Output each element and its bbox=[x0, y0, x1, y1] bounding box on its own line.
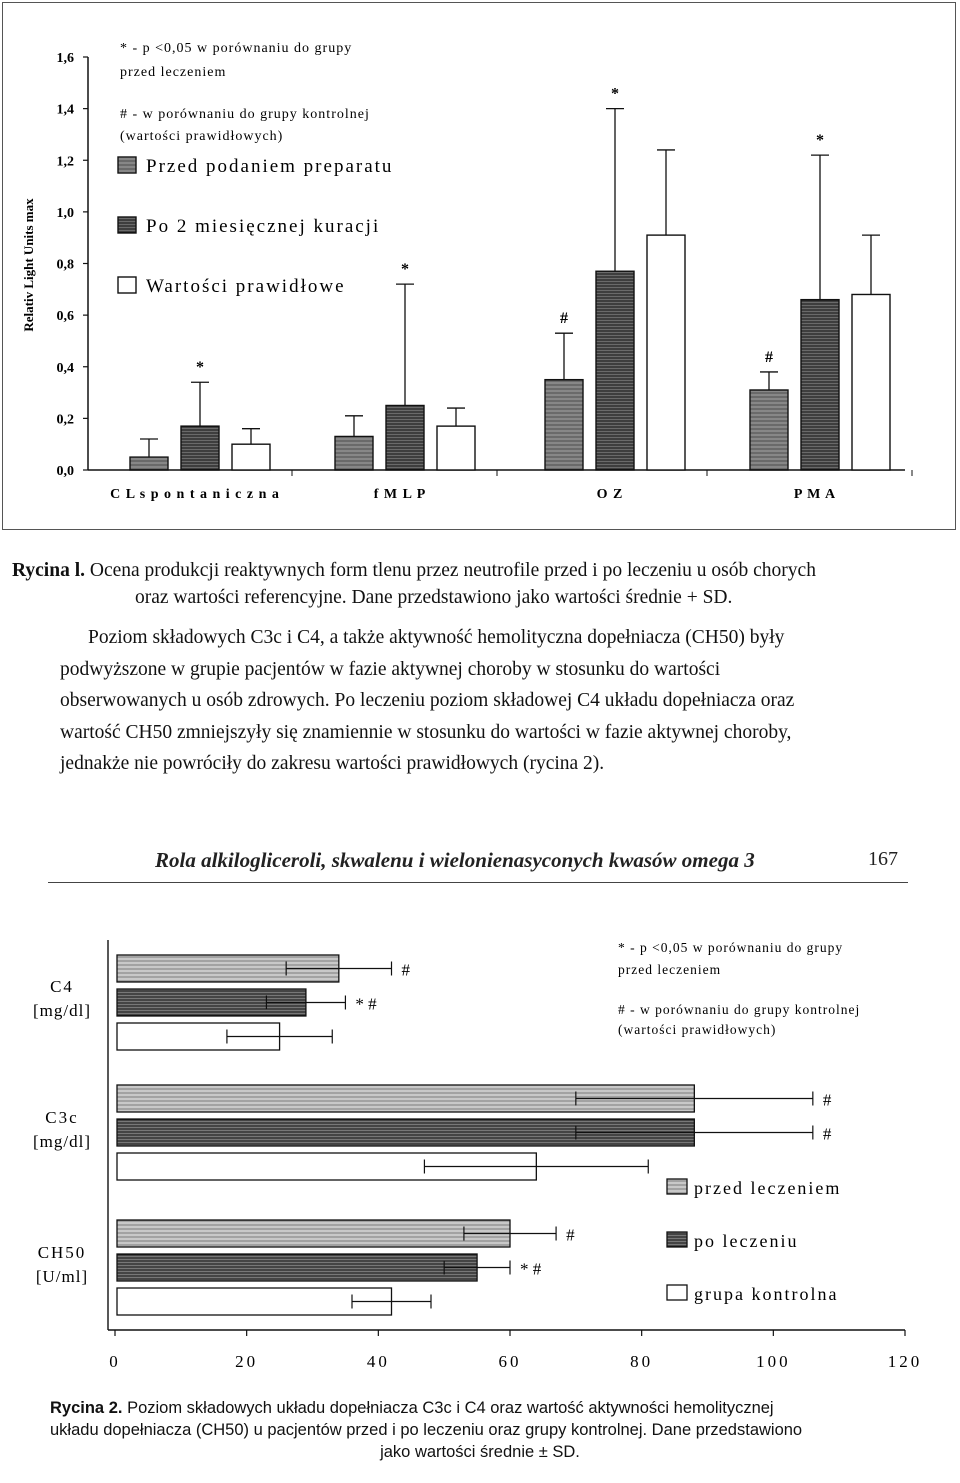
y-tick-label: 1,4 bbox=[56, 102, 74, 118]
legend-label: Wartości prawidłowe bbox=[146, 276, 346, 297]
significance-marker: # bbox=[822, 1090, 832, 1110]
legend-swatch bbox=[667, 1232, 687, 1247]
y-category-unit: [U/ml] bbox=[35, 1267, 89, 1286]
x-tick-label: 120 bbox=[887, 1352, 923, 1371]
legend-swatch bbox=[667, 1179, 687, 1194]
legend-label: Przed podaniem preparatu bbox=[146, 156, 394, 177]
legend-label: Po 2 miesięcznej kuracji bbox=[146, 216, 381, 237]
x-category-label: f M L P bbox=[373, 487, 427, 502]
paragraph-line-5: jednakże nie powróciły do zakresu wartości prawidłowych (rycina 2). bbox=[60, 753, 605, 774]
significance-marker: # bbox=[560, 310, 568, 328]
header-rule bbox=[48, 882, 908, 883]
significance-marker: * bbox=[196, 359, 204, 377]
figure-2-caption-line1: Poziom składowych układu dopełniacza C3c i C4 oraz wartość aktywności hemolitycznej bbox=[127, 1399, 774, 1417]
x-category-label: P M A bbox=[793, 487, 837, 502]
figure-2-caption-line3: jako wartości średnie ± SD. bbox=[380, 1443, 580, 1461]
x-tick-label: 80 bbox=[630, 1352, 654, 1371]
y-tick-label: 0,6 bbox=[56, 309, 74, 325]
x-tick-label: 0 bbox=[109, 1352, 121, 1371]
legend-note-4: (wartości prawidłowych) bbox=[618, 1022, 777, 1037]
bar bbox=[117, 1288, 392, 1315]
figure-1-caption-line1: Ocena produkcji reaktywnych form tlenu przez neutrofile przed i po leczeniu u osób chorych bbox=[89, 560, 816, 581]
x-tick-label: 100 bbox=[756, 1352, 791, 1371]
legend-label: grupa kontrolna bbox=[694, 1284, 839, 1304]
x-category-label: C L s p o n t a n i c z n a bbox=[110, 487, 280, 502]
x-tick-label: 60 bbox=[498, 1352, 522, 1371]
figure-1-caption-line2: oraz wartości referencyjne. Dane przedstawiono jako wartości średnie + SD. bbox=[135, 587, 733, 608]
legend-swatch bbox=[667, 1285, 687, 1300]
figure-2-caption-line2: układu dopełniacza (CH50) u pacjentów przed i po leczeniu oraz grupy kontrolnej. Dane przedstawiono bbox=[50, 1421, 803, 1439]
significance-marker: # bbox=[566, 1225, 575, 1245]
legend-label: przed leczeniem bbox=[694, 1178, 842, 1198]
legend-note-4: (wartości prawidłowych) bbox=[120, 129, 284, 144]
figure-1-caption-label: Rycina l. bbox=[12, 560, 85, 581]
y-category-unit: [mg/dl] bbox=[33, 1132, 91, 1151]
y-tick-label: 0,2 bbox=[56, 412, 74, 428]
significance-marker: # bbox=[822, 1124, 832, 1144]
paragraph-line-1: Poziom składowych C3c i C4, a także aktywność hemolityczna dopełniacza (CH50) były bbox=[88, 627, 785, 648]
significance-marker: # bbox=[765, 348, 773, 366]
y-axis-label: Relativ Light Units max bbox=[21, 198, 36, 332]
y-category-unit: [mg/dl] bbox=[33, 1001, 91, 1020]
y-tick-label: 1,2 bbox=[56, 154, 74, 170]
figure-2-caption-label: Rycina 2. bbox=[50, 1399, 123, 1417]
bar bbox=[117, 1220, 510, 1247]
legend-note-1: * - p <0,05 w porównaniu do grupy bbox=[120, 41, 353, 56]
legend-label: po leczeniu bbox=[694, 1231, 799, 1251]
figure-1-caption bbox=[12, 557, 958, 611]
significance-marker: * bbox=[816, 132, 824, 150]
legend-note-3: # - w porównaniu do grupy kontrolnej bbox=[120, 107, 370, 122]
x-tick-label: 20 bbox=[235, 1352, 259, 1371]
significance-marker: # bbox=[401, 960, 410, 980]
running-title: Rola alkiloglicerolі, skwalenu i wielonienasyconych kwasów omega 3 bbox=[155, 848, 755, 872]
page-number: 167 bbox=[868, 848, 898, 870]
figure-2-caption bbox=[50, 1397, 910, 1463]
significance-marker: * # bbox=[355, 994, 377, 1014]
y-category-label: CH50 bbox=[37, 1243, 87, 1262]
legend-note-1: * - p <0,05 w porównaniu do grupy bbox=[618, 940, 844, 955]
significance-marker: * # bbox=[520, 1259, 542, 1279]
x-tick-label: 40 bbox=[366, 1352, 390, 1371]
y-tick-label: 1,0 bbox=[56, 205, 74, 221]
paragraph-line-3: obserwowanych u osób zdrowych. Po leczeniu poziom składowej C4 układu dopełniacza oraz bbox=[60, 690, 795, 711]
paragraph-line-4: wartość CH50 zmniejszyły się znamiennie w stosunku do wartości w fazie aktywnej choroby, bbox=[60, 721, 792, 743]
x-category-label: O Z bbox=[596, 487, 624, 502]
legend-note-2: przed leczeniem bbox=[120, 65, 227, 80]
y-category-label: C3c bbox=[45, 1108, 79, 1127]
significance-marker: * bbox=[401, 261, 409, 279]
y-tick-label: 0,4 bbox=[56, 360, 74, 376]
y-category-label: C4 bbox=[50, 977, 74, 996]
y-tick-label: 1,6 bbox=[56, 51, 74, 66]
legend-note-3: # - w porównaniu do grupy kontrolnej bbox=[618, 1002, 861, 1017]
bar bbox=[117, 1254, 477, 1281]
paragraph-line-2: podwyższone w grupie pacjentów w fazie aktywnej choroby w stosunku do wartości bbox=[60, 658, 721, 680]
y-tick-label: 0,0 bbox=[56, 464, 74, 479]
legend-note-2: przed leczeniem bbox=[618, 962, 722, 977]
significance-marker: * bbox=[611, 85, 619, 103]
body-paragraph bbox=[60, 622, 940, 780]
y-tick-label: 0,8 bbox=[56, 257, 74, 273]
